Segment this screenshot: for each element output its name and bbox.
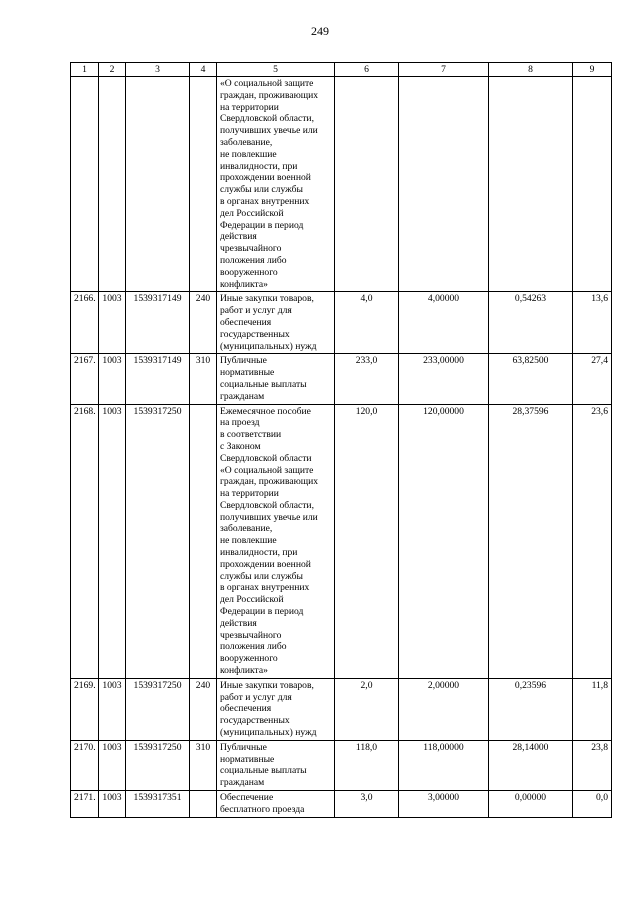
header-cell: 1 (71, 63, 99, 77)
expense-type-cell (190, 404, 217, 678)
plan-exact-amount-cell: 233,00000 (399, 354, 489, 404)
target-article-cell: 1539317250 (126, 404, 190, 678)
plan-exact-amount-cell: 120,00000 (399, 404, 489, 678)
item-name-line: нормативные (220, 753, 275, 765)
item-name-line: действия (220, 231, 257, 243)
item-name-line: инвалидности, при (220, 160, 298, 172)
item-name-line: в органах внутренних (220, 195, 310, 207)
item-name-line: с Законом (220, 440, 261, 452)
plan-amount-cell (335, 77, 399, 292)
plan-amount-cell: 233,0 (335, 354, 399, 404)
item-name-line: бесплатного проезда (220, 803, 305, 815)
row-number-cell (71, 77, 99, 292)
percent-cell: 11,8 (573, 678, 612, 740)
item-name-line: Федерации в период (220, 606, 304, 618)
item-name-line: Свердловской области, (220, 499, 314, 511)
header-cell: 6 (335, 63, 399, 77)
item-name-cell (217, 354, 335, 404)
executed-amount-cell: 0,00000 (489, 791, 573, 818)
item-name-line: заболевание, (220, 523, 273, 535)
item-name-line: Свердловской области, (220, 113, 314, 125)
expense-type-cell: 240 (190, 292, 217, 354)
executed-amount-cell: 63,82500 (489, 354, 573, 404)
plan-amount-cell: 2,0 (335, 678, 399, 740)
expense-type-cell: 240 (190, 678, 217, 740)
plan-amount-cell: 3,0 (335, 791, 399, 818)
item-name-cell (217, 77, 335, 292)
plan-exact-amount-cell (399, 77, 489, 292)
expense-type-cell (190, 791, 217, 818)
item-name-line: не повлекшие (220, 535, 277, 547)
percent-cell: 0,0 (573, 791, 612, 818)
item-name-cell (217, 292, 335, 354)
item-name-line: Иные закупки товаров, (220, 679, 314, 691)
plan-amount-cell: 4,0 (335, 292, 399, 354)
header-cell: 9 (573, 63, 612, 77)
page-number: 249 (311, 24, 329, 38)
header-cell: 3 (126, 63, 190, 77)
item-name-line: прохождении военной (220, 172, 311, 184)
item-name-line: Публичные (220, 355, 267, 367)
expense-type-cell (190, 77, 217, 292)
item-name-line: (муниципальных) нужд (220, 727, 317, 739)
item-name-line: гражданам (220, 777, 265, 789)
header-cell: 2 (99, 63, 126, 77)
table-row (71, 354, 612, 404)
item-name-line: дел Российской (220, 207, 284, 219)
percent-cell: 27,4 (573, 354, 612, 404)
item-name-line: на территории (220, 101, 279, 113)
section-code-cell: 1003 (99, 740, 126, 790)
percent-cell: 13,6 (573, 292, 612, 354)
table-row (71, 77, 612, 292)
section-code-cell: 1003 (99, 404, 126, 678)
item-name-line: нормативные (220, 367, 275, 379)
table-row (71, 791, 612, 818)
item-name-line: Свердловской области (220, 452, 312, 464)
section-code-cell: 1003 (99, 678, 126, 740)
item-name-line: службы или службы (220, 570, 303, 582)
item-name-line: конфликта» (220, 278, 268, 290)
item-name-line: действия (220, 617, 257, 629)
section-code-cell: 1003 (99, 354, 126, 404)
item-name-line: социальные выплаты (220, 378, 307, 390)
item-name-line: обеспечения (220, 316, 272, 328)
section-code-cell (99, 77, 126, 292)
item-name-line: положения либо (220, 641, 287, 653)
item-name-line: в органах внутренних (220, 582, 310, 594)
section-code-cell: 1003 (99, 292, 126, 354)
header-row (71, 63, 612, 77)
item-name-line: Иные закупки товаров, (220, 293, 314, 305)
expense-type-cell: 310 (190, 354, 217, 404)
item-name-line: получивших увечье или (220, 511, 318, 523)
row-number-cell: 2170. (71, 740, 99, 790)
item-name-line: вооруженного (220, 653, 278, 665)
target-article-cell: 1539317149 (126, 292, 190, 354)
item-name-cell (217, 678, 335, 740)
target-article-cell: 1539317250 (126, 740, 190, 790)
section-code-cell: 1003 (99, 791, 126, 818)
executed-amount-cell: 28,14000 (489, 740, 573, 790)
item-name-line: чрезвычайного (220, 243, 282, 255)
item-name-line: государственных (220, 328, 290, 340)
executed-amount-cell (489, 77, 573, 292)
item-name-line: работ и услуг для (220, 305, 292, 317)
executed-amount-cell: 28,37596 (489, 404, 573, 678)
item-name-line: Обеспечение (220, 792, 274, 804)
header-cell: 5 (217, 63, 335, 77)
item-name-line: гражданам (220, 390, 265, 402)
item-name-line: обеспечения (220, 703, 272, 715)
item-name-line: Публичные (220, 741, 267, 753)
row-number-cell: 2171. (71, 791, 99, 818)
item-name-line: положения либо (220, 254, 287, 266)
item-name-line: работ и услуг для (220, 691, 292, 703)
table-row (71, 678, 612, 740)
table-body (71, 77, 612, 818)
item-name-cell (217, 791, 335, 818)
table-row (71, 292, 612, 354)
row-number-cell: 2168. (71, 404, 99, 678)
item-name-line: на территории (220, 488, 279, 500)
item-name-line: «О социальной защите (220, 464, 314, 476)
plan-amount-cell: 120,0 (335, 404, 399, 678)
percent-cell: 23,8 (573, 740, 612, 790)
plan-exact-amount-cell: 3,00000 (399, 791, 489, 818)
row-number-cell: 2167. (71, 354, 99, 404)
item-name-line: граждан, проживающих (220, 89, 319, 101)
table-row (71, 740, 612, 790)
target-article-cell: 1539317149 (126, 354, 190, 404)
header-cell: 7 (399, 63, 489, 77)
item-name-line: (муниципальных) нужд (220, 340, 317, 352)
item-name-line: чрезвычайного (220, 629, 282, 641)
item-name-line: социальные выплаты (220, 765, 307, 777)
item-name-line: в соответствии (220, 429, 282, 441)
item-name-line: службы или службы (220, 184, 303, 196)
item-name-line: получивших увечье или (220, 125, 318, 137)
item-name-line: конфликта» (220, 665, 268, 677)
item-name-line: не повлекшие (220, 148, 277, 160)
plan-exact-amount-cell: 4,00000 (399, 292, 489, 354)
budget-table (70, 62, 612, 818)
item-name-line: прохождении военной (220, 558, 311, 570)
header-cell: 8 (489, 63, 573, 77)
executed-amount-cell: 0,54263 (489, 292, 573, 354)
item-name-cell (217, 740, 335, 790)
item-name-line: граждан, проживающих (220, 476, 319, 488)
item-name-line: государственных (220, 715, 290, 727)
percent-cell: 23,6 (573, 404, 612, 678)
plan-exact-amount-cell: 118,00000 (399, 740, 489, 790)
header-cell: 4 (190, 63, 217, 77)
target-article-cell: 1539317250 (126, 678, 190, 740)
item-name-line: заболевание, (220, 136, 273, 148)
item-name-cell (217, 404, 335, 678)
target-article-cell: 1539317351 (126, 791, 190, 818)
table-row (71, 404, 612, 678)
row-number-cell: 2169. (71, 678, 99, 740)
plan-exact-amount-cell: 2,00000 (399, 678, 489, 740)
target-article-cell (126, 77, 190, 292)
executed-amount-cell: 0,23596 (489, 678, 573, 740)
percent-cell (573, 77, 612, 292)
item-name-line: вооруженного (220, 266, 278, 278)
expense-type-cell: 310 (190, 740, 217, 790)
item-name-line: Федерации в период (220, 219, 304, 231)
item-name-line: Ежемесячное пособие (220, 405, 311, 417)
item-name-line: на проезд (220, 417, 260, 429)
plan-amount-cell: 118,0 (335, 740, 399, 790)
row-number-cell: 2166. (71, 292, 99, 354)
item-name-line: инвалидности, при (220, 547, 298, 559)
item-name-line: дел Российской (220, 594, 284, 606)
item-name-line: «О социальной защите (220, 78, 314, 89)
